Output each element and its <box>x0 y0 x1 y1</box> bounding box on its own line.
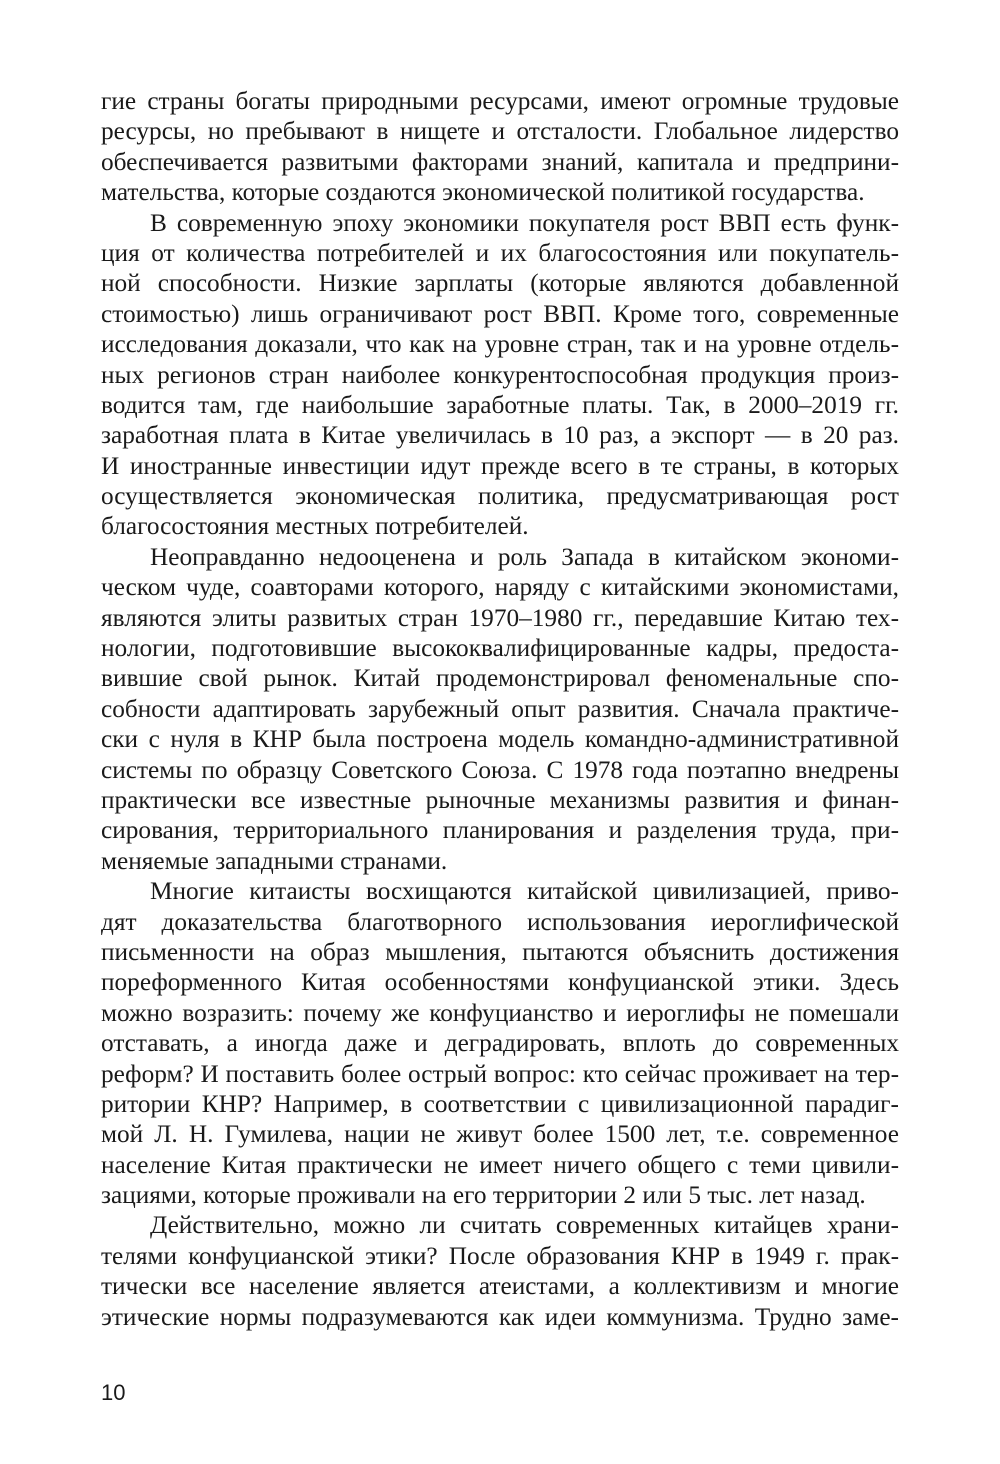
text-line: мой Л. Н. Гумилева, нации не живут более 1500 лет, т.е. современное <box>101 1120 899 1149</box>
text-line: водится там, где наибольшие заработные платы. Так, в 2000–2019 гг. <box>101 390 899 419</box>
text-line: меняемые западными странами. <box>101 846 448 875</box>
text-line: заработная плата в Китае увеличилась в 10 раз, а экспорт — в 20 раз. <box>101 421 899 450</box>
text-line: осуществляется экономическая политика, предусматривающая рост <box>101 482 899 511</box>
text-line: дят доказательства благотворного использования иероглифической <box>101 907 899 936</box>
text-line: этические нормы подразумеваются как идеи коммунизма. Трудно заме- <box>101 1302 899 1331</box>
text-line: ция от количества потребителей и их благосостояния или покупатель- <box>101 238 899 267</box>
text-line: отставать, а иногда даже и деградировать, вплоть до современных <box>101 1029 899 1058</box>
text-line: мательства, которые создаются экономической политикой государства. <box>101 178 865 207</box>
text-line: исследования доказали, что как на уровне стран, так и на уровне отдель- <box>101 330 899 359</box>
text-line: В современную эпоху экономики покупателя рост ВВП есть функ- <box>150 208 899 237</box>
page-number: 10 <box>101 1380 126 1405</box>
text-line: вившие свой рынок. Китай продемонстрировал феноменальные спо- <box>101 664 899 693</box>
text-line: являются элиты развитых стран 1970–1980 гг., передавшие Китаю тех- <box>101 603 899 632</box>
text-line: ных регионов стран наиболее конкурентоспособная продукция произ- <box>101 360 899 389</box>
text-line: ски с нуля в КНР была построена модель командно-административной <box>101 725 899 754</box>
text-line: практически все известные рыночные механизмы развития и финан- <box>101 785 899 814</box>
text-line: зациями, которые проживали на его территории 2 или 5 тыс. лет назад. <box>101 1181 866 1210</box>
text-line: стоимостью) лишь ограничивают рост ВВП. Кроме того, современные <box>101 299 899 328</box>
text-line: пореформенного Китая особенностями конфуцианской этики. Здесь <box>101 968 899 997</box>
text-line: тически все население является атеистами, а коллективизм и многие <box>101 1272 899 1301</box>
text-line: ритории КНР? Например, в соответствии с цивилизационной парадиг- <box>101 1089 899 1118</box>
text-line: Неоправданно недооценена и роль Запада в китайском экономи- <box>150 542 899 571</box>
text-line: системы по образцу Советского Союза. С 1978 года поэтапно внедрены <box>101 755 899 784</box>
text-line: ной способности. Низкие зарплаты (которые являются добавленной <box>101 269 899 298</box>
text-line: можно возразить: почему же конфуцианство и иероглифы не помешали <box>101 998 899 1027</box>
text-line: благосостояния местных потребителей. <box>101 512 529 541</box>
text-line: И иностранные инвестиции идут прежде всего в те страны, в которых <box>101 451 899 480</box>
text-line: обеспечивается развитыми факторами знаний, капитала и предприни- <box>101 147 899 176</box>
text-line: ческом чуде, соавторами которого, наряду с китайскими экономистами, <box>101 573 899 602</box>
text-line: нологии, подготовившие высококвалифицированные кадры, предоста- <box>101 634 899 663</box>
page-body <box>101 86 899 1332</box>
text-line: сирования, территориального планирования и разделения труда, при- <box>101 816 899 845</box>
text-line: Действительно, можно ли считать современных китайцев храни- <box>150 1211 899 1240</box>
text-line: письменности на образ мышления, пытаются объяснить достижения <box>101 937 899 966</box>
text-line: население Китая практически не имеет ничего общего с теми цивили- <box>101 1150 899 1179</box>
text-line: Многие китаисты восхищаются китайской цивилизацией, приво- <box>150 877 899 906</box>
text-line: ресурсы, но пребывают в нищете и отсталости. Глобальное лидерство <box>101 117 899 146</box>
text-line: реформ? И поставить более острый вопрос: кто сейчас проживает на тер- <box>101 1059 899 1088</box>
text-line: гие страны богаты природными ресурсами, имеют огромные трудовые <box>101 87 899 115</box>
text-line: телями конфуцианской этики? После образования КНР в 1949 г. прак- <box>101 1241 899 1270</box>
text-line: собности адаптировать зарубежный опыт развития. Сначала практиче- <box>101 694 899 723</box>
